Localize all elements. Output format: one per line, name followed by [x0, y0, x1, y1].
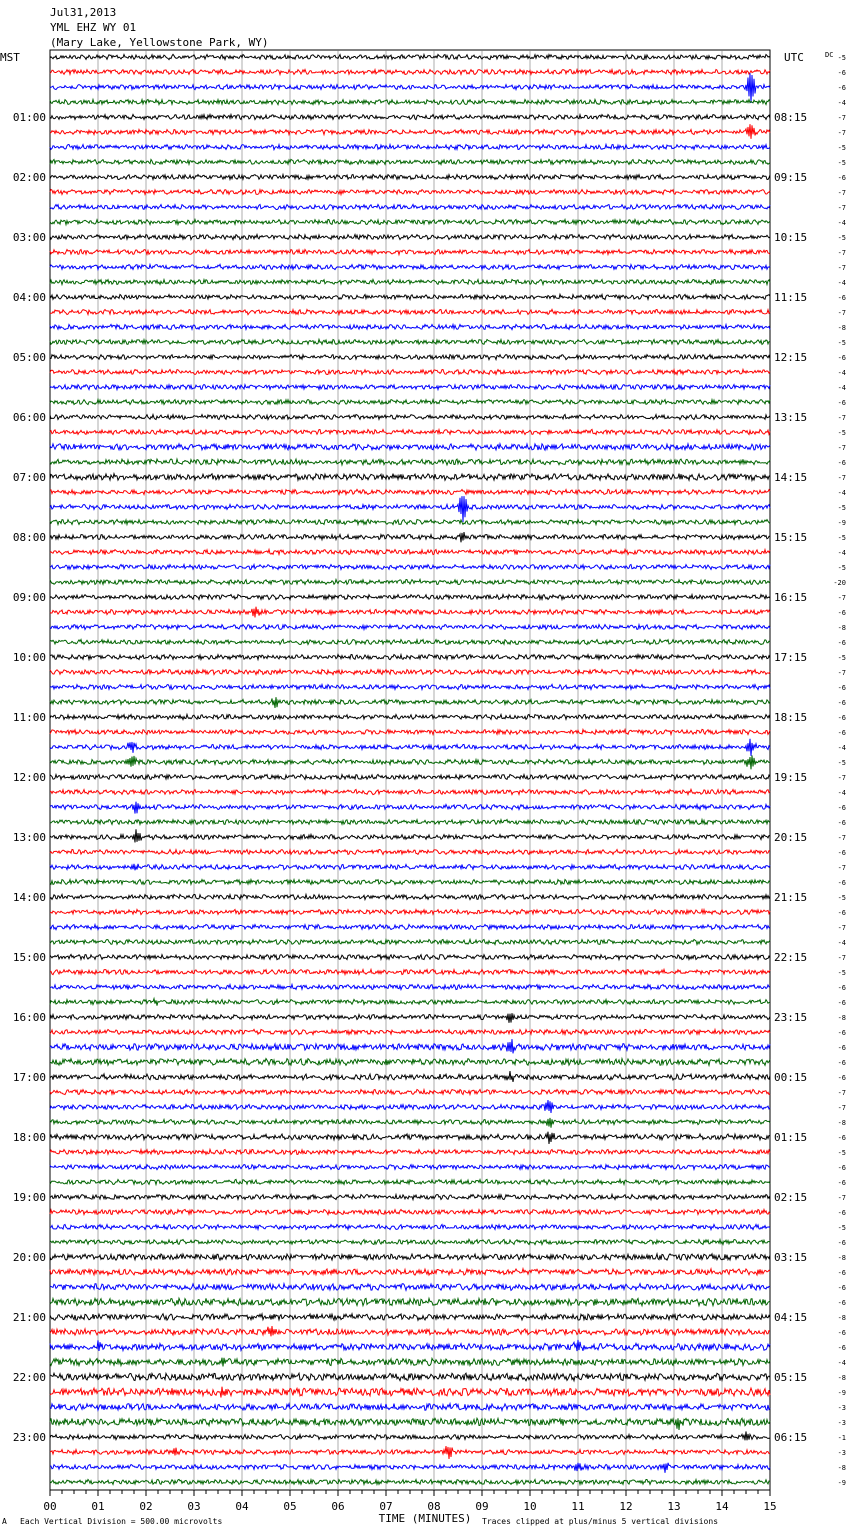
right-hour-label: 10:15 [774, 231, 808, 244]
dc-offset-label: -6 [837, 609, 846, 617]
dc-offset-label: -7 [837, 1104, 846, 1112]
right-timezone-label: UTC [784, 51, 804, 64]
dc-offset-label: -7 [837, 834, 846, 842]
seismic-traces [50, 54, 770, 1484]
trace-blue [50, 565, 770, 570]
left-hour-label: 08:00 [12, 531, 46, 544]
left-hour-label: 17:00 [12, 1071, 46, 1084]
dc-offset-label: -6 [837, 459, 846, 467]
dc-offset-label: -4 [837, 489, 846, 497]
dc-offset-label: -1 [837, 1434, 846, 1442]
trace-black [50, 1314, 770, 1320]
left-hour-label: 20:00 [12, 1251, 46, 1264]
dc-offset-labels [833, 54, 846, 1487]
left-hour-label: 10:00 [12, 651, 46, 664]
dc-offset-label: -5 [837, 1149, 846, 1157]
dc-offset-label: -5 [837, 54, 846, 62]
dc-offset-label: -5 [837, 159, 846, 167]
trace-blue [50, 1404, 770, 1411]
x-axis-title: TIME (MINUTES) [378, 1512, 472, 1525]
x-tick-label: 11 [571, 1500, 585, 1513]
left-hour-label: 04:00 [12, 291, 46, 304]
right-hour-label: 21:15 [774, 891, 808, 904]
trace-green [50, 339, 770, 344]
dc-offset-label: -9 [837, 1479, 846, 1487]
right-hour-label: 05:15 [774, 1371, 808, 1384]
trace-green [50, 1479, 770, 1484]
left-hour-label: 07:00 [12, 471, 46, 484]
trace-blue [50, 1039, 770, 1053]
trace-red [50, 1446, 770, 1459]
dc-offset-label: -6 [837, 984, 846, 992]
dc-offset-label: -6 [837, 849, 846, 857]
dc-offset-label: -5 [837, 144, 846, 152]
x-tick-label: 00 [43, 1500, 57, 1513]
dc-offset-label: -6 [837, 294, 846, 302]
dc-offset-label: -4 [837, 99, 846, 107]
x-tick-label: 05 [283, 1500, 297, 1513]
trace-black [50, 175, 770, 180]
trace-black [50, 1013, 770, 1023]
trace-blue [50, 802, 770, 814]
trace-black [50, 894, 770, 899]
trace-red [50, 969, 770, 974]
dc-offset-label: -7 [837, 864, 846, 872]
x-tick-label: 03 [187, 1500, 201, 1513]
x-tick-label: 08 [427, 1500, 441, 1513]
dc-offset-label: -8 [837, 1119, 846, 1127]
trace-green [50, 697, 770, 708]
dc-offset-label: -5 [837, 654, 846, 662]
x-tick-label: 15 [763, 1500, 777, 1513]
trace-black [50, 1071, 770, 1082]
right-hour-label: 02:15 [774, 1191, 808, 1204]
dc-offset-label: -7 [837, 309, 846, 317]
x-tick-label: 09 [475, 1500, 489, 1513]
dc-offset-label: -4 [837, 549, 846, 557]
right-hour-label: 19:15 [774, 771, 808, 784]
dc-offset-label: -6 [837, 804, 846, 812]
trace-red [50, 729, 770, 734]
trace-black [50, 1373, 770, 1381]
dc-offset-label: -7 [837, 129, 846, 137]
trace-green [50, 400, 770, 405]
trace-blue [50, 1100, 770, 1113]
dc-offset-label: -5 [837, 429, 846, 437]
dc-offset-label: -6 [837, 639, 846, 647]
dc-offset-label: -6 [837, 1269, 846, 1277]
left-hour-label: 22:00 [12, 1371, 46, 1384]
right-hour-labels [774, 111, 807, 1444]
trace-black [50, 1195, 770, 1200]
trace-black [50, 415, 770, 420]
trace-green [50, 820, 770, 825]
x-tick-label: 07 [379, 1500, 393, 1513]
dc-offset-label: -8 [837, 1254, 846, 1262]
dc-offset-label: -9 [837, 1389, 846, 1397]
left-hour-label: 21:00 [12, 1311, 46, 1324]
dc-offset-label: -4 [837, 789, 846, 797]
dc-offset-label: -6 [837, 1044, 846, 1052]
dc-offset-label: -4 [837, 939, 846, 947]
right-hour-label: 09:15 [774, 171, 808, 184]
trace-black [50, 595, 770, 600]
left-hour-label: 01:00 [12, 111, 46, 124]
dc-offset-label: -5 [837, 759, 846, 767]
dc-offset-label: -5 [837, 234, 846, 242]
trace-red [50, 850, 770, 855]
dc-offset-label: -4 [837, 1359, 846, 1367]
trace-black [50, 714, 770, 719]
right-hour-label: 17:15 [774, 651, 808, 664]
trace-blue [50, 1340, 770, 1351]
right-hour-label: 14:15 [774, 471, 808, 484]
trace-green [50, 1358, 770, 1367]
dc-offset-label: -6 [837, 84, 846, 92]
trace-red [50, 1387, 770, 1398]
trace-red [50, 250, 770, 255]
trace-black [50, 829, 770, 842]
station-location: (Mary Lake, Yellowstone Park, WY) [50, 36, 269, 49]
trace-red [50, 1326, 770, 1336]
left-hour-label: 13:00 [12, 831, 46, 844]
left-hour-label: 11:00 [12, 711, 46, 724]
dc-offset-label: -7 [837, 1194, 846, 1202]
trace-blue [50, 144, 770, 149]
right-hour-label: 01:15 [774, 1131, 808, 1144]
dc-offset-label: -6 [837, 714, 846, 722]
trace-green [50, 880, 770, 885]
left-hour-label: 14:00 [12, 891, 46, 904]
right-hour-label: 00:15 [774, 1071, 808, 1084]
dc-offset-label: -8 [837, 1314, 846, 1322]
right-hour-label: 03:15 [774, 1251, 808, 1264]
right-hour-label: 20:15 [774, 831, 808, 844]
trace-black [50, 54, 770, 59]
trace-green [50, 159, 770, 164]
right-hour-label: 08:15 [774, 111, 808, 124]
dc-offset-label: -7 [837, 414, 846, 422]
dc-offset-label: -6 [837, 1239, 846, 1247]
left-hour-label: 15:00 [12, 951, 46, 964]
dc-offset-label: -6 [837, 1329, 846, 1337]
trace-black [50, 115, 770, 120]
dc-offset-label: -8 [837, 1464, 846, 1472]
dc-offset-label: -7 [837, 264, 846, 272]
trace-black [50, 355, 770, 360]
dc-offset-label: -7 [837, 924, 846, 932]
dc-offset-label: -6 [837, 1209, 846, 1217]
trace-blue [50, 1225, 770, 1230]
trace-black [50, 294, 770, 299]
trace-red [50, 550, 770, 555]
trace-green [50, 519, 770, 524]
dc-offset-label: -8 [837, 1014, 846, 1022]
dc-offset-label: -20 [833, 579, 846, 587]
left-hour-labels [13, 111, 46, 1444]
trace-green [50, 579, 770, 584]
dc-label: DC [825, 51, 834, 59]
trace-green [50, 940, 770, 945]
trace-black [50, 234, 770, 239]
dc-offset-label: -5 [837, 564, 846, 572]
x-axis [43, 1490, 776, 1513]
trace-red [50, 670, 770, 675]
trace-blue [50, 205, 770, 210]
dc-offset-label: -4 [837, 744, 846, 752]
trace-blue [50, 625, 770, 630]
dc-offset-label: -8 [837, 324, 846, 332]
x-tick-label: 06 [331, 1500, 345, 1513]
dc-offset-label: -4 [837, 384, 846, 392]
right-hour-label: 11:15 [774, 291, 808, 304]
dc-offset-label: -4 [837, 369, 846, 377]
footer-mark: A [2, 1517, 7, 1526]
left-hour-label: 03:00 [12, 231, 46, 244]
dc-offset-label: -6 [837, 879, 846, 887]
trace-black [50, 954, 770, 959]
dc-offset-label: -7 [837, 249, 846, 257]
trace-green [50, 1118, 770, 1128]
dc-offset-label: -3 [837, 1419, 846, 1427]
dc-offset-label: -6 [837, 699, 846, 707]
trace-blue [50, 324, 770, 329]
dc-offset-label: -3 [837, 1449, 846, 1457]
trace-blue [50, 264, 770, 269]
dc-offset-label: -7 [837, 204, 846, 212]
dc-offset-label: -8 [837, 1374, 846, 1382]
trace-black [50, 474, 770, 481]
right-hour-label: 12:15 [774, 351, 808, 364]
dc-offset-label: -7 [837, 669, 846, 677]
trace-black [50, 1431, 770, 1440]
trace-green [50, 100, 770, 105]
trace-red [50, 789, 770, 794]
trace-black [50, 532, 770, 542]
dc-offset-label: -6 [837, 729, 846, 737]
trace-red [50, 1149, 770, 1154]
trace-red [50, 1090, 770, 1095]
dc-offset-label: -6 [837, 1164, 846, 1172]
station-code: YML EHZ WY 01 [50, 21, 137, 34]
dc-offset-label: -6 [837, 354, 846, 362]
left-hour-label: 18:00 [12, 1131, 46, 1144]
trace-blue [50, 1463, 770, 1473]
dc-offset-label: -6 [837, 684, 846, 692]
dc-offset-label: -6 [837, 399, 846, 407]
right-hour-label: 06:15 [774, 1431, 808, 1444]
trace-green [50, 755, 770, 769]
dc-offset-label: -7 [837, 774, 846, 782]
trace-green [50, 459, 770, 465]
trace-red [50, 1269, 770, 1275]
left-hour-label: 12:00 [12, 771, 46, 784]
trace-red [50, 124, 770, 139]
trace-green [50, 639, 770, 644]
plot-date: Jul31,2013 [50, 6, 117, 19]
left-hour-label: 05:00 [12, 351, 46, 364]
trace-blue [50, 1284, 770, 1291]
trace-black [50, 655, 770, 660]
dc-offset-label: -7 [837, 474, 846, 482]
dc-offset-label: -5 [837, 504, 846, 512]
trace-green [50, 280, 770, 285]
trace-blue [50, 496, 770, 522]
trace-black [50, 1132, 770, 1144]
x-tick-label: 02 [139, 1500, 153, 1513]
left-hour-label: 19:00 [12, 1191, 46, 1204]
trace-blue [50, 864, 770, 871]
dc-offset-label: -6 [837, 1059, 846, 1067]
trace-red [50, 370, 770, 375]
dc-offset-label: -7 [837, 114, 846, 122]
x-tick-label: 04 [235, 1500, 249, 1513]
trace-red [50, 489, 770, 494]
dc-offset-label: -5 [837, 339, 846, 347]
trace-red [50, 607, 770, 618]
dc-offset-label: -6 [837, 909, 846, 917]
dc-offset-label: -7 [837, 189, 846, 197]
dc-offset-label: -6 [837, 1344, 846, 1352]
trace-green [50, 1179, 770, 1184]
left-hour-label: 16:00 [12, 1011, 46, 1024]
trace-red [50, 429, 770, 434]
left-hour-label: 23:00 [12, 1431, 46, 1444]
trace-red [50, 70, 770, 75]
left-hour-label: 02:00 [12, 171, 46, 184]
dc-offset-label: -7 [837, 444, 846, 452]
dc-offset-label: -6 [837, 1134, 846, 1142]
trace-red [50, 910, 770, 915]
trace-blue [50, 684, 770, 689]
x-tick-label: 10 [523, 1500, 537, 1513]
dc-offset-label: -5 [837, 969, 846, 977]
dc-offset-label: -4 [837, 279, 846, 287]
x-tick-label: 01 [91, 1500, 105, 1513]
trace-blue [50, 385, 770, 390]
trace-red [50, 309, 770, 314]
dc-offset-label: -4 [837, 219, 846, 227]
trace-red [50, 1209, 770, 1214]
trace-blue [50, 739, 770, 756]
dc-offset-label: -6 [837, 1179, 846, 1187]
trace-blue [50, 985, 770, 990]
dc-offset-label: -6 [837, 819, 846, 827]
right-hour-label: 15:15 [774, 531, 808, 544]
right-hour-label: 13:15 [774, 411, 808, 424]
trace-green [50, 1418, 770, 1430]
dc-offset-label: -5 [837, 534, 846, 542]
dc-offset-label: -5 [837, 894, 846, 902]
left-hour-label: 09:00 [12, 591, 46, 604]
dc-offset-label: -6 [837, 1284, 846, 1292]
left-hour-label: 06:00 [12, 411, 46, 424]
x-tick-label: 12 [619, 1500, 633, 1513]
dc-offset-label: -6 [837, 69, 846, 77]
dc-offset-label: -6 [837, 1074, 846, 1082]
dc-offset-label: -6 [837, 1299, 846, 1307]
x-tick-label: 14 [715, 1500, 729, 1513]
clip-note: Traces clipped at plus/minus 5 vertical divisions [482, 1517, 719, 1526]
trace-green [50, 1059, 770, 1066]
left-timezone-label: MST [0, 51, 20, 64]
right-hour-label: 23:15 [774, 1011, 808, 1024]
dc-offset-label: -9 [837, 519, 846, 527]
trace-black [50, 1254, 770, 1260]
trace-green [50, 1239, 770, 1244]
x-tick-label: 13 [667, 1500, 681, 1513]
dc-offset-label: -7 [837, 1089, 846, 1097]
scale-note: Each Vertical Division = 500.00 microvolts [20, 1517, 223, 1526]
trace-green [50, 999, 770, 1006]
trace-blue [50, 73, 770, 103]
trace-black [50, 774, 770, 779]
dc-offset-label: -5 [837, 1224, 846, 1232]
dc-offset-label: -6 [837, 1029, 846, 1037]
trace-green [50, 1298, 770, 1305]
right-hour-label: 04:15 [774, 1311, 808, 1324]
right-hour-label: 22:15 [774, 951, 808, 964]
trace-green [50, 220, 770, 225]
trace-red [50, 1029, 770, 1034]
dc-offset-label: -7 [837, 954, 846, 962]
dc-offset-label: -8 [837, 624, 846, 632]
dc-offset-label: -3 [837, 1404, 846, 1412]
trace-blue [50, 444, 770, 450]
dc-offset-label: -7 [837, 594, 846, 602]
trace-blue [50, 925, 770, 930]
right-hour-label: 16:15 [774, 591, 808, 604]
dc-offset-label: -6 [837, 999, 846, 1007]
trace-red [50, 190, 770, 195]
dc-offset-label: -6 [837, 174, 846, 182]
trace-blue [50, 1165, 770, 1170]
right-hour-label: 18:15 [774, 711, 808, 724]
